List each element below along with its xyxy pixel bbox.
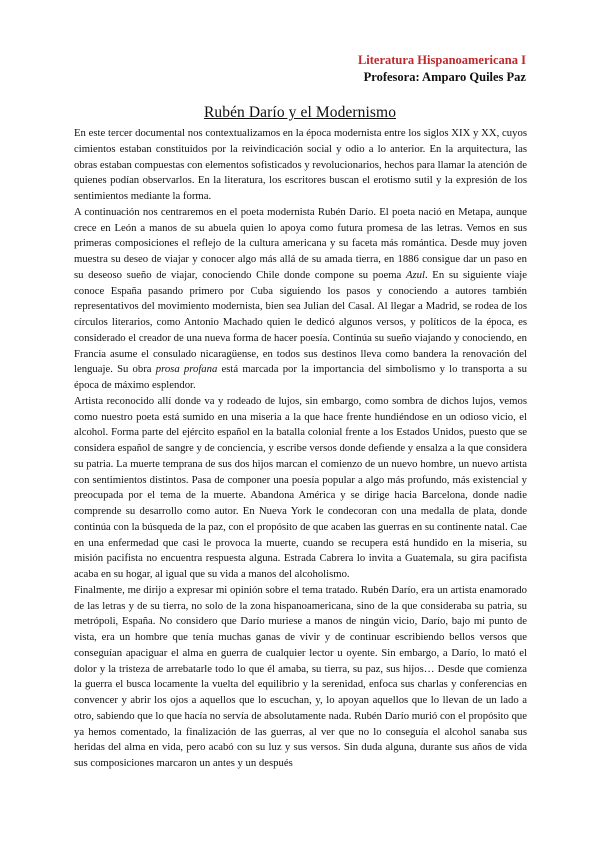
document-body	[74, 126, 527, 772]
paragraph-2-text-b: . En su siguiente viaje conoce España pasando primero por Cuba siguiendo los pasos y conociendo a autores también representativos del movimiento modernista, bien sea Julian del Casal. Al llegar a Madrid, se rodea de los círculos literarios, como Antonio Machado quien le dedicó algunos versos, y políticos de la época, es considerado el creador de una nueva forma de hacer poesía. Continúa su sueño viajando y conociendo, en Francia asume el consulado nicaragüense, en todos sus destinos lleva como bandera la renovación del lenguaje. Su obra	[74, 268, 528, 376]
paragraph-2-text-c: está marcada por la importancia del simbolismo y lo transporta a su época de máximo esplendor.	[74, 363, 527, 391]
paragraph-2-text-a: A continuación nos centraremos en el poeta modernista Rubén Darío. El poeta nació en Metapa, aunque crece en León a manos de su abuela quien lo apoya como futura promesa de las letras. Vemos en sus primeras composiciones el reflejo de la cultura americana y su faceta más romántica. Desde muy joven muestra su deseo de viajar y conocer algo más allá de su amada tierra, en 1886 consigue dar un paso en su deseoso sueño de viajar, conociendo Chile donde compone su poema	[74, 205, 527, 281]
paragraph-3: Artista reconocido allí donde va y rodeado de lujos, sin embargo, como sombra de dichos lujos, vemos como nuestro poeta está sumido en una miseria a la que hace frente hundiéndose en un odioso vicio, el alcohol. Forma parte del ejército español en la batalla colonial frente a los Estados Unidos, puesto que se considera español de sangre y de conciencia, y escribe versos donde defiende y ensalza a la que considera su patria. La muerte temprana de sus dos hijos marcan el comienzo de un nuevo hombre, un nuevo artista con sentimientos distintos. Pasa de componer una poesía popular a algo más profundo, más existencial y preocupada por el tema de la muerte. Abandona América y se dirige hacia Barcelona, donde nadie comprende su desarrollo como autor. En Nueva York le condecoran con una medalla de plata, donde continúa con la búsqueda de la paz, con el propósito de que acaben las guerras en su continente natal. Cae en una enfermedad que casi le provoca la muerte, cuando se recupera está hundido en la miseria, su misión pacifista no encuentra respuesta alguna. Estrada Cabrera lo invita a Guatemala, su gira pacifista acaba en su hogar, al igual que su vida a manos del alcoholismo.	[74, 394, 527, 580]
professor-name: Profesora: Amparo Quiles Paz	[363, 70, 526, 84]
paragraph-4: Finalmente, me dirijo a expresar mi opinión sobre el tema tratado. Rubén Darío, era un artista enamorado de las letras y de su tierra, no solo de la zona hispanoamericana, sino de la que consideraba su patria, su metrópoli, España. No considero que Darío muriese a manos de ningún vicio, Darío, bajo mi punto de vista, era un hombre que tenía muchas ganas de vivir y de continuar escribiendo bellos versos que conseguían apaciguar el alma en guerra de cualquier lector u oyente. Sin embargo, a Darío, lo mató el dolor y la tristeza de arrebatarle todo lo que él amaba, su tierra, su paz, sus hijos… Desde que comienza la guerra el busca locamente la vuelta del equilibrio y la serenidad, enfoca sus charlas y conferencias en convencer y abrir los ojos a aquellos que lo escuchan, y, lo apoyan aquellos que lo llevan de un lado a otro, sabiendo que lo que hacía no servía de absolutamente nada. Rubén Darío murió con el propósito que ya hemos comentado, la finalización de las guerras, al ver que no lo conseguía el alcohol sanaba sus heridas del alma en vida, pero acabó con su luz y sus versos. Sin duda alguna, durante sus años de vida sus composiciones marcaron un antes y un después	[74, 583, 527, 769]
paragraph-2	[74, 205, 527, 394]
paragraph-1: En este tercer documental nos contextualizamos en la época modernista entre los siglos XIX y XX, cuyos cimientos estaban constituidos por la reivindicación social y odio a lo anterior. En la arquitectura, las obras estaban compuestas con elementos sofisticados y revolucionarios, hechos para llamar la atención de quienes podían observarlos. En la literatura, los escritores buscan el erotismo sutil y la expresión de los sentimientos mediante la forma.	[74, 127, 527, 202]
document-header	[358, 52, 526, 86]
poem-title-azul: Azul	[405, 268, 425, 281]
document-title: Rubén Darío y el Modernismo	[203, 104, 397, 121]
course-name: Literatura Hispanoamericana I	[357, 53, 526, 67]
work-title-prosa-profana: prosa profana	[155, 363, 218, 376]
